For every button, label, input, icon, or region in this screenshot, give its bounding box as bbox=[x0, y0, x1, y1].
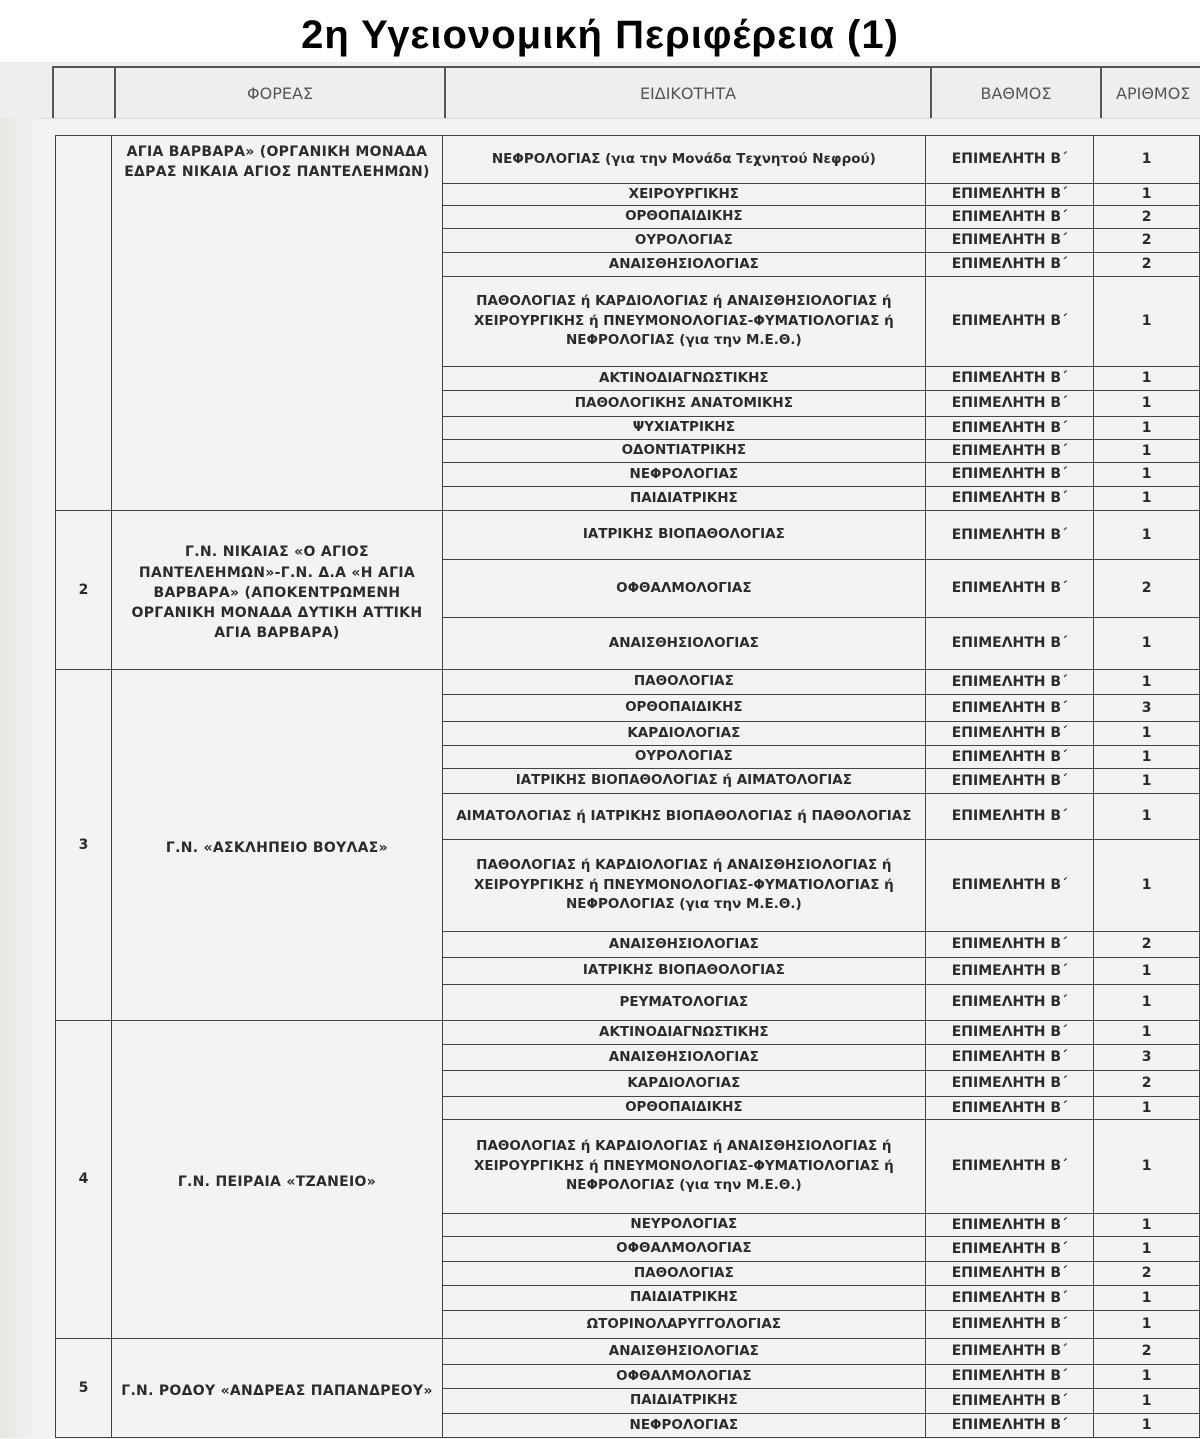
grade-cell: ΕΠΙΜΕΛΗΤΗ Β΄ bbox=[925, 206, 1093, 229]
count-cell: 1 bbox=[1094, 1237, 1200, 1262]
grade-cell: ΕΠΙΜΕΛΗΤΗ Β΄ bbox=[925, 670, 1093, 695]
count-cell: 1 bbox=[1094, 1097, 1200, 1120]
specialty-cell: ΟΦΘΑΛΜΟΛΟΓΙΑΣ bbox=[442, 1237, 925, 1262]
specialty-cell: ΟΡΘΟΠΑΙΔΙΚΗΣ bbox=[442, 1097, 925, 1120]
grade-cell: ΕΠΙΜΕΛΗΤΗ Β΄ bbox=[925, 511, 1093, 560]
specialty-cell: ΑΝΑΙΣΘΗΣΙΟΛΟΓΙΑΣ bbox=[442, 1339, 925, 1365]
specialty-cell: ΙΑΤΡΙΚΗΣ ΒΙΟΠΑΘΟΛΟΓΙΑΣ ή ΑΙΜΑΤΟΛΟΓΙΑΣ bbox=[442, 769, 925, 794]
specialty-cell: ΚΑΡΔΙΟΛΟΓΙΑΣ bbox=[442, 1071, 925, 1097]
page-title: 2η Υγειονομική Περιφέρεια (1) bbox=[301, 13, 899, 57]
grade-cell: ΕΠΙΜΕΛΗΤΗ Β΄ bbox=[925, 958, 1093, 985]
specialty-cell: ΙΑΤΡΙΚΗΣ ΒΙΟΠΑΘΟΛΟΓΙΑΣ bbox=[442, 511, 925, 560]
count-cell: 1 bbox=[1094, 1120, 1200, 1214]
specialty-cell: ΠΑΘΟΛΟΓΙΑΣ ή ΚΑΡΔΙΟΛΟΓΙΑΣ ή ΑΝΑΙΣΘΗΣΙΟΛΟΓΙΑΣ ή ΧΕΙΡΟΥΡΓΙΚΗΣ ή ΠΝΕΥΜΟΝΟΛΟΓΙΑΣ-ΦΥΜΑΤΙΟΛΟΓΙΑΣ ή ΝΕΦΡΟΛΟΓΙΑΣ (για την Μ.Ε.Θ.) bbox=[442, 1120, 925, 1214]
grade-cell: ΕΠΙΜΕΛΗΤΗ Β΄ bbox=[925, 417, 1093, 440]
table-row bbox=[56, 136, 1200, 184]
grade-cell: ΕΠΙΜΕΛΗΤΗ Β΄ bbox=[925, 618, 1093, 670]
grade-cell: ΕΠΙΜΕΛΗΤΗ Β΄ bbox=[925, 746, 1093, 769]
group-number: 3 bbox=[56, 670, 112, 1021]
count-cell: 1 bbox=[1094, 1214, 1200, 1237]
count-cell: 1 bbox=[1094, 794, 1200, 840]
count-cell: 1 bbox=[1094, 1021, 1200, 1045]
specialty-cell: ΨΥΧΙΑΤΡΙΚΗΣ bbox=[442, 417, 925, 440]
specialty-cell: ΡΕΥΜΑΤΟΛΟΓΙΑΣ bbox=[442, 985, 925, 1021]
grade-cell: ΕΠΙΜΕΛΗΤΗ Β΄ bbox=[925, 1389, 1093, 1414]
specialty-cell: ΝΕΦΡΟΛΟΓΙΑΣ bbox=[442, 463, 925, 487]
table-row bbox=[56, 670, 1200, 695]
count-cell: 3 bbox=[1094, 1045, 1200, 1071]
positions-table bbox=[55, 135, 1200, 1438]
grade-cell: ΕΠΙΜΕΛΗΤΗ Β΄ bbox=[925, 769, 1093, 794]
grade-cell: ΕΠΙΜΕΛΗΤΗ Β΄ bbox=[925, 1045, 1093, 1071]
specialty-cell: ΙΑΤΡΙΚΗΣ ΒΙΟΠΑΘΟΛΟΓΙΑΣ bbox=[442, 958, 925, 985]
count-cell: 1 bbox=[1094, 618, 1200, 670]
specialty-cell: ΑΚΤΙΝΟΔΙΑΓΝΩΣΤΙΚΗΣ bbox=[442, 367, 925, 391]
organization-cell: ΑΓΙΑ ΒΑΡΒΑΡΑ» (ΟΡΓΑΝΙΚΗ ΜΟΝΑΔΑ ΕΔΡΑΣ ΝΙΚΑΙΑ ΑΓΙΟΣ ΠΑΝΤΕΛΕΗΜΩΝ) bbox=[112, 136, 443, 511]
grade-cell: ΕΠΙΜΕΛΗΤΗ Β΄ bbox=[925, 985, 1093, 1021]
organization-cell: Γ.Ν. ΡΟΔΟΥ «ΑΝΔΡΕΑΣ ΠΑΠΑΝΔΡΕΟΥ» bbox=[112, 1339, 443, 1438]
grade-cell: ΕΠΙΜΕΛΗΤΗ Β΄ bbox=[925, 840, 1093, 932]
specialty-cell: ΠΑΘΟΛΟΓΙΑΣ bbox=[442, 670, 925, 695]
grade-cell: ΕΠΙΜΕΛΗΤΗ Β΄ bbox=[925, 440, 1093, 463]
grade-cell: ΕΠΙΜΕΛΗΤΗ Β΄ bbox=[925, 1286, 1093, 1311]
count-cell: 2 bbox=[1094, 1339, 1200, 1365]
count-cell: 1 bbox=[1094, 1414, 1200, 1438]
grade-cell: ΕΠΙΜΕΛΗΤΗ Β΄ bbox=[925, 229, 1093, 253]
count-cell: 1 bbox=[1094, 463, 1200, 487]
grade-cell: ΕΠΙΜΕΛΗΤΗ Β΄ bbox=[925, 1311, 1093, 1339]
count-cell: 1 bbox=[1094, 417, 1200, 440]
count-cell: 1 bbox=[1094, 391, 1200, 417]
count-cell: 1 bbox=[1094, 1365, 1200, 1389]
grade-cell: ΕΠΙΜΕΛΗΤΗ Β΄ bbox=[925, 1120, 1093, 1214]
specialty-cell: ΠΑΙΔΙΑΤΡΙΚΗΣ bbox=[442, 487, 925, 511]
table-row bbox=[56, 511, 1200, 560]
grade-cell: ΕΠΙΜΕΛΗΤΗ Β΄ bbox=[925, 560, 1093, 618]
specialty-cell: ΟΦΘΑΛΜΟΛΟΓΙΑΣ bbox=[442, 560, 925, 618]
grade-cell: ΕΠΙΜΕΛΗΤΗ Β΄ bbox=[925, 277, 1093, 367]
specialty-cell: ΟΡΘΟΠΑΙΔΙΚΗΣ bbox=[442, 695, 925, 722]
specialty-cell: ΑΝΑΙΣΘΗΣΙΟΛΟΓΙΑΣ bbox=[442, 618, 925, 670]
organization-cell: Γ.Ν. ΠΕΙΡΑΙΑ «ΤΖΑΝΕΙΟ» bbox=[112, 1021, 443, 1339]
count-cell: 1 bbox=[1094, 511, 1200, 560]
count-cell: 1 bbox=[1094, 440, 1200, 463]
grade-cell: ΕΠΙΜΕΛΗΤΗ Β΄ bbox=[925, 136, 1093, 184]
grade-cell: ΕΠΙΜΕΛΗΤΗ Β΄ bbox=[925, 487, 1093, 511]
specialty-cell: ΝΕΥΡΟΛΟΓΙΑΣ bbox=[442, 1214, 925, 1237]
specialty-cell: ΝΕΦΡΟΛΟΓΙΑΣ (για την Μονάδα Τεχνητού Νεφρού) bbox=[442, 136, 925, 184]
count-cell: 1 bbox=[1094, 958, 1200, 985]
count-cell: 1 bbox=[1094, 184, 1200, 206]
count-cell: 1 bbox=[1094, 1286, 1200, 1311]
organization-cell: Γ.Ν. «ΑΣΚΛΗΠΕΙΟ ΒΟΥΛΑΣ» bbox=[112, 670, 443, 1021]
header-count: ΑΡΙΘΜΟΣ bbox=[1100, 66, 1200, 118]
specialty-cell: ΟΦΘΑΛΜΟΛΟΓΙΑΣ bbox=[442, 1365, 925, 1389]
count-cell: 1 bbox=[1094, 670, 1200, 695]
grade-cell: ΕΠΙΜΕΛΗΤΗ Β΄ bbox=[925, 184, 1093, 206]
sheet-shadow bbox=[0, 118, 40, 1438]
specialty-cell: ΝΕΦΡΟΛΟΓΙΑΣ bbox=[442, 1414, 925, 1438]
specialty-cell: ΠΑΙΔΙΑΤΡΙΚΗΣ bbox=[442, 1389, 925, 1414]
count-cell: 2 bbox=[1094, 932, 1200, 958]
count-cell: 1 bbox=[1094, 769, 1200, 794]
count-cell: 1 bbox=[1094, 367, 1200, 391]
grade-cell: ΕΠΙΜΕΛΗΤΗ Β΄ bbox=[925, 1414, 1093, 1438]
specialty-cell: ΟΡΘΟΠΑΙΔΙΚΗΣ bbox=[442, 206, 925, 229]
grade-cell: ΕΠΙΜΕΛΗΤΗ Β΄ bbox=[925, 1262, 1093, 1286]
group-number bbox=[56, 136, 112, 511]
grade-cell: ΕΠΙΜΕΛΗΤΗ Β΄ bbox=[925, 1071, 1093, 1097]
grade-cell: ΕΠΙΜΕΛΗΤΗ Β΄ bbox=[925, 695, 1093, 722]
header-cell-index bbox=[52, 66, 114, 118]
group-number: 4 bbox=[56, 1021, 112, 1339]
count-cell: 1 bbox=[1094, 1311, 1200, 1339]
specialty-cell: ΟΥΡΟΛΟΓΙΑΣ bbox=[442, 746, 925, 769]
count-cell: 2 bbox=[1094, 560, 1200, 618]
grade-cell: ΕΠΙΜΕΛΗΤΗ Β΄ bbox=[925, 1365, 1093, 1389]
count-cell: 1 bbox=[1094, 722, 1200, 746]
table-row bbox=[56, 1339, 1200, 1365]
specialty-cell: ΟΥΡΟΛΟΓΙΑΣ bbox=[442, 229, 925, 253]
header-org: ΦΟΡΕΑΣ bbox=[114, 66, 444, 118]
specialty-cell: ΠΑΘΟΛΟΓΙΑΣ ή ΚΑΡΔΙΟΛΟΓΙΑΣ ή ΑΝΑΙΣΘΗΣΙΟΛΟΓΙΑΣ ή ΧΕΙΡΟΥΡΓΙΚΗΣ ή ΠΝΕΥΜΟΝΟΛΟΓΙΑΣ-ΦΥΜΑΤΙΟΛΟΓΙΑΣ ή ΝΕΦΡΟΛΟΓΙΑΣ (για την Μ.Ε.Θ.) bbox=[442, 277, 925, 367]
grade-cell: ΕΠΙΜΕΛΗΤΗ Β΄ bbox=[925, 1237, 1093, 1262]
count-cell: 1 bbox=[1094, 136, 1200, 184]
grade-cell: ΕΠΙΜΕΛΗΤΗ Β΄ bbox=[925, 1339, 1093, 1365]
organization-cell: Γ.Ν. ΝΙΚΑΙΑΣ «Ο ΑΓΙΟΣ ΠΑΝΤΕΛΕΗΜΩΝ»-Γ.Ν. Δ.Α «Η ΑΓΙΑ ΒΑΡΒΑΡΑ» (ΑΠΟΚΕΝΤΡΩΜΕΝΗ ΟΡΓΑΝΙΚΗ ΜΟΝΑΔΑ ΔΥΤΙΚΗ ΑΤΤΙΚΗ ΑΓΙΑ ΒΑΡΒΑΡΑ) bbox=[112, 511, 443, 670]
specialty-cell: ΟΔΟΝΤΙΑΤΡΙΚΗΣ bbox=[442, 440, 925, 463]
grade-cell: ΕΠΙΜΕΛΗΤΗ Β΄ bbox=[925, 463, 1093, 487]
count-cell: 2 bbox=[1094, 1262, 1200, 1286]
grade-cell: ΕΠΙΜΕΛΗΤΗ Β΄ bbox=[925, 1021, 1093, 1045]
specialty-cell: ΑΚΤΙΝΟΔΙΑΓΝΩΣΤΙΚΗΣ bbox=[442, 1021, 925, 1045]
specialty-cell: ΚΑΡΔΙΟΛΟΓΙΑΣ bbox=[442, 722, 925, 746]
count-cell: 1 bbox=[1094, 746, 1200, 769]
grade-cell: ΕΠΙΜΕΛΗΤΗ Β΄ bbox=[925, 367, 1093, 391]
specialty-cell: ΠΑΘΟΛΟΓΙΚΗΣ ΑΝΑΤΟΜΙΚΗΣ bbox=[442, 391, 925, 417]
grade-cell: ΕΠΙΜΕΛΗΤΗ Β΄ bbox=[925, 253, 1093, 277]
specialty-cell: ΧΕΙΡΟΥΡΓΙΚΗΣ bbox=[442, 184, 925, 206]
count-cell: 2 bbox=[1094, 253, 1200, 277]
table-row bbox=[56, 1021, 1200, 1045]
specialty-cell: ΠΑΘΟΛΟΓΙΑΣ ή ΚΑΡΔΙΟΛΟΓΙΑΣ ή ΑΝΑΙΣΘΗΣΙΟΛΟΓΙΑΣ ή ΧΕΙΡΟΥΡΓΙΚΗΣ ή ΠΝΕΥΜΟΝΟΛΟΓΙΑΣ-ΦΥΜΑΤΙΟΛΟΓΙΑΣ ή ΝΕΦΡΟΛΟΓΙΑΣ (για την Μ.Ε.Θ.) bbox=[442, 840, 925, 932]
specialty-cell: ΑΝΑΙΣΘΗΣΙΟΛΟΓΙΑΣ bbox=[442, 253, 925, 277]
count-cell: 1 bbox=[1094, 1389, 1200, 1414]
count-cell: 1 bbox=[1094, 840, 1200, 932]
group-number: 5 bbox=[56, 1339, 112, 1438]
header-specialty: ΕΙΔΙΚΟΤΗΤΑ bbox=[444, 66, 930, 118]
grade-cell: ΕΠΙΜΕΛΗΤΗ Β΄ bbox=[925, 1214, 1093, 1237]
count-cell: 1 bbox=[1094, 277, 1200, 367]
specialty-cell: ΑΝΑΙΣΘΗΣΙΟΛΟΓΙΑΣ bbox=[442, 1045, 925, 1071]
count-cell: 1 bbox=[1094, 985, 1200, 1021]
specialty-cell: ΩΤΟΡΙΝΟΛΑΡΥΓΓΟΛΟΓΙΑΣ bbox=[442, 1311, 925, 1339]
specialty-cell: ΑΙΜΑΤΟΛΟΓΙΑΣ ή ΙΑΤΡΙΚΗΣ ΒΙΟΠΑΘΟΛΟΓΙΑΣ ή ΠΑΘΟΛΟΓΙΑΣ bbox=[442, 794, 925, 840]
count-cell: 2 bbox=[1094, 229, 1200, 253]
specialty-cell: ΑΝΑΙΣΘΗΣΙΟΛΟΓΙΑΣ bbox=[442, 932, 925, 958]
count-cell: 1 bbox=[1094, 487, 1200, 511]
grade-cell: ΕΠΙΜΕΛΗΤΗ Β΄ bbox=[925, 794, 1093, 840]
grade-cell: ΕΠΙΜΕΛΗΤΗ Β΄ bbox=[925, 932, 1093, 958]
grade-cell: ΕΠΙΜΕΛΗΤΗ Β΄ bbox=[925, 722, 1093, 746]
specialty-cell: ΠΑΙΔΙΑΤΡΙΚΗΣ bbox=[442, 1286, 925, 1311]
grade-cell: ΕΠΙΜΕΛΗΤΗ Β΄ bbox=[925, 391, 1093, 417]
specialty-cell: ΠΑΘΟΛΟΓΙΑΣ bbox=[442, 1262, 925, 1286]
group-number: 2 bbox=[56, 511, 112, 670]
count-cell: 2 bbox=[1094, 206, 1200, 229]
header-grade: ΒΑΘΜΟΣ bbox=[930, 66, 1100, 118]
count-cell: 3 bbox=[1094, 695, 1200, 722]
grade-cell: ΕΠΙΜΕΛΗΤΗ Β΄ bbox=[925, 1097, 1093, 1120]
count-cell: 2 bbox=[1094, 1071, 1200, 1097]
